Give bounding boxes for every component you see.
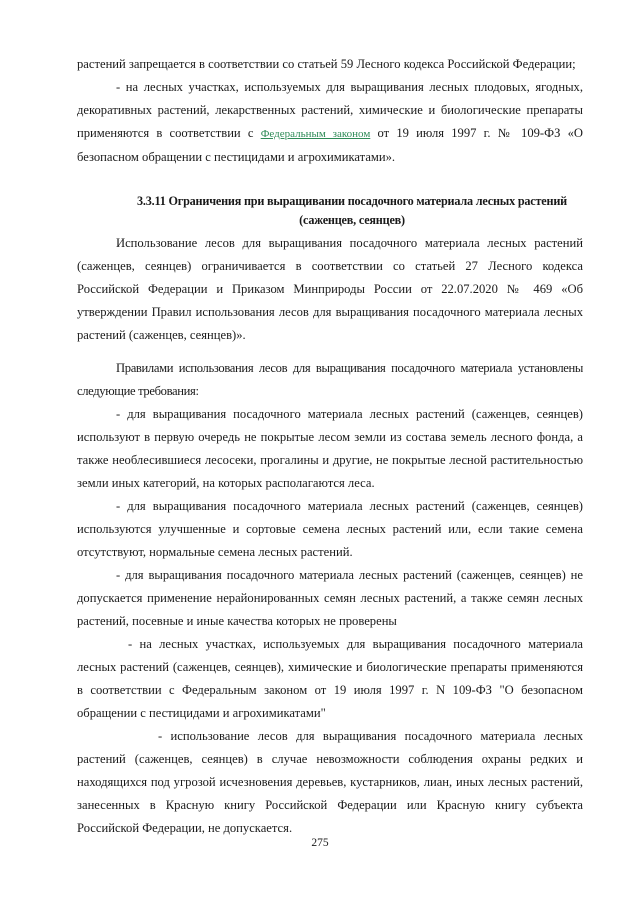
document-page bbox=[77, 53, 583, 840]
section-heading-line: (саженцев, сеянцев) bbox=[299, 213, 405, 227]
list-item-seeds-quality: - для выращивания посадочного материала лесных растений (саженцев, сеянцев) используются улучшенные и сортовые семена лесных растений или, если такие семена отсутствуют, нормальные семена лесных растений. bbox=[77, 499, 583, 559]
paragraph-forest-use-restrictions: Использование лесов для выращивания посадочного материала лесных растений (саженцев, сеянцев) ограничивается в соответствии со статьей 27 Лесного кодекса Российской Федерации и Приказом Минприроды России от 22.07.2020 № 469 «Об утверждении Правил использования лесов для выращивания посадочного материала лесных растений (саженцев, сеянцев)». bbox=[77, 236, 583, 342]
federal-law-link[interactable]: Федеральным законом bbox=[260, 128, 371, 140]
list-item-chemical-preparations: - на лесных участках, используемых для выращивания посадочного материала лесных растений (саженцев, сеянцев), химические и биологические препараты применяются в соответствии с Федеральным законом от 19 июля 1997 г. N 109-ФЗ "О безопасном обращении с пестицидами и агрохимикатами" bbox=[77, 637, 583, 720]
page-number: 275 bbox=[311, 837, 329, 849]
list-item-land-use: - для выращивания посадочного материала лесных растений (саженцев, сеянцев) используют в первую очередь не покрытые лесом земли из состава земель лесного фонда, а также необлесившиеся лесосеки, прогалины и другие, не покрытые лесной растительностью земли иных категорий, на которых располагаются леса. bbox=[77, 407, 583, 490]
paragraph-text: - на лесных участках, используемых для выращивания лесных плодовых, ягодных, декоративных растений, лекарственных растений, химические и биологические препараты применяются в соответствии с bbox=[77, 80, 583, 140]
paragraph-requirements-intro: Правилами использования лесов для выращивания посадочного материала установлены следующие требования: bbox=[77, 361, 583, 398]
section-heading-line: 3.3.11 Ограничения при выращивании посадочного материала лесных растений bbox=[137, 194, 567, 208]
paragraph-forest-code-article-59: растений запрещается в соответствии со статьей 59 Лесного кодекса Российской Федерации; bbox=[77, 57, 576, 71]
paragraph-text: от 19 июля 1997 г. № 109-ФЗ «О безопасном обращении с пестицидами и агрохимикатами». bbox=[77, 126, 583, 164]
list-item-non-zoned-seeds: - для выращивания посадочного материала лесных растений (саженцев, сеянцев) не допускается применение нерайонированных семян лесных растений, а также семян лесных растений, посевные и иные качества которых не проверены bbox=[77, 568, 583, 628]
section-heading bbox=[121, 192, 583, 230]
list-item-red-book-protection: - использование лесов для выращивания посадочного материала лесных растений (саженцев, сеянцев) в случае невозможности соблюдения охраны редких и находящихся под угрозой исчезновения деревьев, кустарников, лиан, иных лесных растений, занесенных в Красную книгу Российской Федерации или Красную книгу субъекта Российской Федерации, не допускается. bbox=[77, 729, 583, 835]
paragraph-chemical-preparations bbox=[77, 76, 583, 169]
